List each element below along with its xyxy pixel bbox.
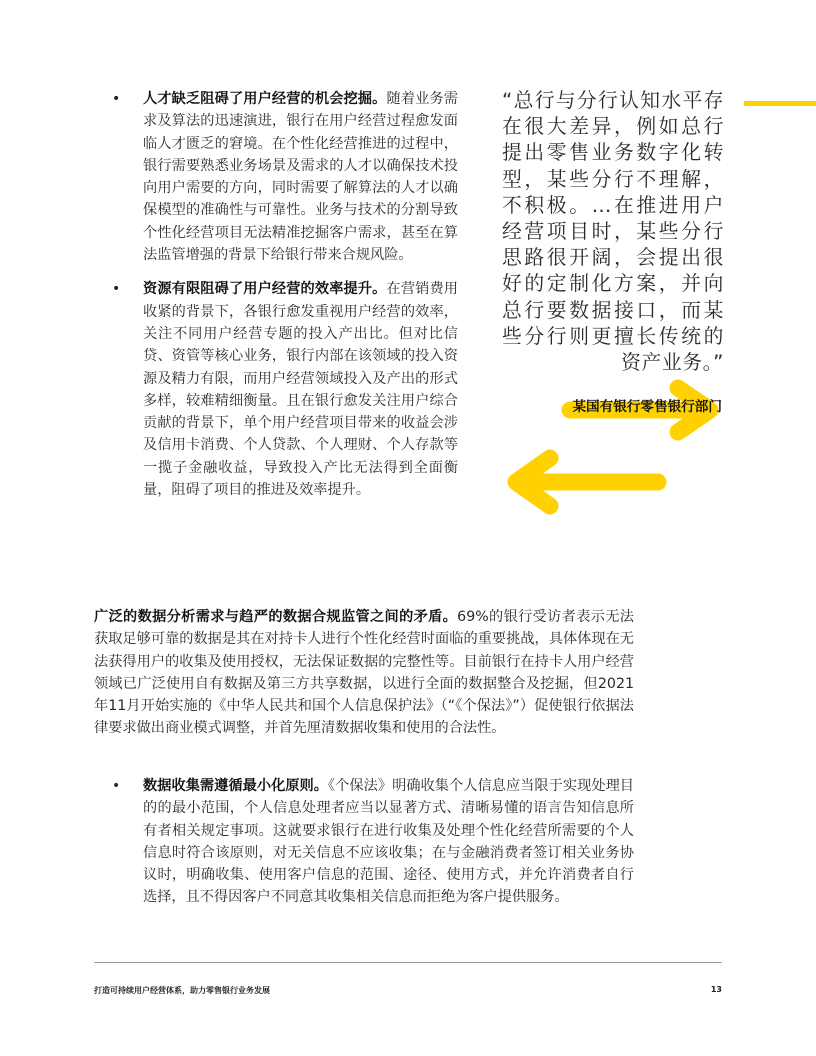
bullet-icon: • bbox=[112, 778, 121, 794]
list-item bbox=[112, 88, 458, 266]
bullet-list bbox=[112, 88, 458, 513]
bullet-title: 资源有限阻碍了用户经营的效率提升。 bbox=[143, 281, 387, 298]
footer-title: 打造可持续用户经营体系，助力零售银行业务发展 bbox=[94, 986, 270, 995]
section-body: 69%的银行受访者表示无法获取足够可靠的数据是其在对持卡人进行个性化经营时面临的重要挑战，具体体现在无法获得用户的收集及使用授权，无法保证数据的完整性等。目前银行在持卡人用户经营领域已广泛使用自有数据及第三方共享数据，以进行全面的数据整合及挖掘，但2021年11月开始实施的《中华人民共和国个人信息保护法》（“《个保法》”）促使银行依据法律要求做出商业模式调整，并首先厘清数据收集和使用的合法性。 bbox=[94, 609, 634, 737]
bullet-body: 《个保法》明确收集个人信息应当限于实现处理目的的最小范围，个人信息处理者应当以显著方式、清晰易懂的语言告知信息所有者相关规定事项。这就要求银行在进行收集及处理个性化经营所需要的个人信息时符合该原则，对无关信息不应该收集；在与金融消费者签订相关业务协议时，明确收集、使用客户信息的范围、途径、使用方式，并允许消费者自行选择，且不得因客户不同意其收集相关信息而拒绝为客户提供服务。 bbox=[143, 778, 634, 906]
bullet-icon: • bbox=[112, 91, 121, 107]
left-arrow-icon bbox=[516, 458, 658, 506]
bullet-title: 人才缺乏阻碍了用户经营的机会挖掘。 bbox=[143, 91, 387, 107]
footer-divider bbox=[94, 962, 722, 963]
list-item bbox=[112, 278, 458, 501]
quote-source: 某国有银行零售银行部门 bbox=[572, 399, 722, 415]
section-paragraph bbox=[94, 606, 634, 740]
bullet-title: 数据收集需遵循最小化原则。 bbox=[143, 778, 329, 794]
section-title: 广泛的数据分析需求与趋严的数据合规监管之间的矛盾。 bbox=[94, 609, 458, 625]
bullet-icon: • bbox=[112, 281, 121, 298]
pull-quote: “总行与分行认知水平存在很大差异，例如总行提出零售业务数字化转型，某些分行不理解，不积极。…在推进用户经营项目时，某些分行思路很开阔，会提出很好的定制化方案，并向总行要数据接口，而某些分行则更擅长传统的资产业务。” bbox=[502, 89, 724, 375]
bullet-body: 在营销费用收紧的背景下，各银行愈发重视用户经营的效率，关注不同用户经营专题的投入产出比。但对比信贷、资管等核心业务，银行内部在该领域的投入资源及精力有限，而用户经营领域投入及产出的形式多样，较难精细衡量。且在银行愈发关注用户综合贡献的背景下，单个用户经营项目带来的收益会涉及信用卡消费、个人贷款、个人理财、个人存款等一揽子金融收益，导致投入产比无法得到全面衡量，阻碍了项目的推进及效率提升。 bbox=[143, 281, 458, 499]
list-item bbox=[112, 775, 634, 909]
page-number: 13 bbox=[710, 985, 722, 994]
bullet-body: 随着业务需求及算法的迅速演进，银行在用户经营过程愈发面临人才匮乏的窘境。在个性化经营推进的过程中，银行需要熟悉业务场景及需求的人才以确保技术投向用户需要的方向，同时需要了解算法的人才以确保模型的准确性与可靠性。业务与技术的分割导致个性化经营项目无法精准挖掘客户需求，甚至在算法监管增强的背景下给银行带来合规风险。 bbox=[143, 91, 458, 264]
accent-rule bbox=[744, 101, 816, 106]
